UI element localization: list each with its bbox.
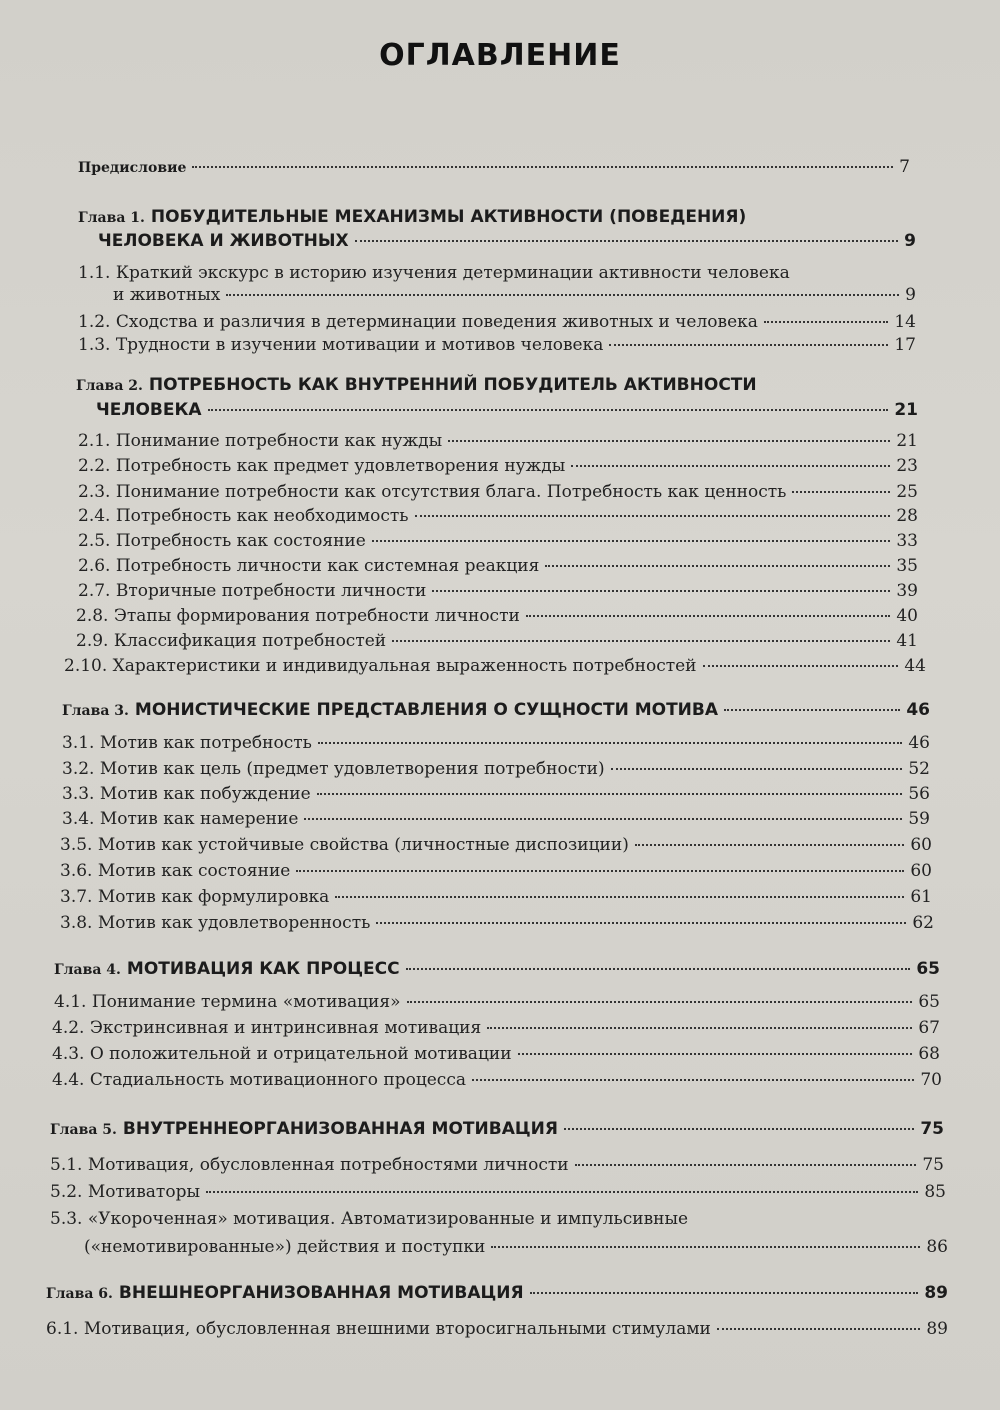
dot-leader — [448, 440, 890, 442]
entry-text: 3.1. Мотив как потребность — [62, 733, 312, 753]
dot-leader — [392, 640, 890, 642]
dot-leader — [717, 1328, 920, 1330]
section-1-1-line1: 1.1. Краткий экскурс в историю изучения детерминации активности человека — [78, 263, 790, 283]
section-5-3-line2 — [84, 1236, 948, 1258]
entry-text: 3.6. Мотив как состояние — [60, 861, 291, 881]
page-number: 40 — [896, 606, 918, 626]
dot-leader — [611, 768, 903, 770]
page-number: 75 — [920, 1119, 944, 1139]
section-3-5 — [60, 834, 932, 856]
chapter-title-part2: ЧЕЛОВЕКА — [96, 400, 202, 420]
page-number: 68 — [918, 1044, 940, 1064]
entry-text: 3.8. Мотив как удовлетворенность — [60, 913, 371, 933]
page-number: 52 — [908, 759, 930, 779]
dot-leader — [792, 491, 890, 493]
page-number: 7 — [899, 157, 910, 177]
entry-text: 3.2. Мотив как цель (предмет удовлетворения потребности) — [62, 759, 605, 779]
page-number: 65 — [916, 959, 940, 979]
dot-leader — [355, 240, 899, 242]
dot-leader — [491, 1246, 920, 1248]
dot-leader — [526, 615, 891, 617]
chapter-label: Глава 5. — [50, 1122, 117, 1138]
page-number: 35 — [896, 556, 918, 576]
entry-text: 6.1. Мотивация, обусловленная внешними второсигнальными стимулами — [46, 1319, 711, 1339]
section-3-8 — [60, 912, 934, 934]
section-3-7 — [60, 886, 932, 908]
dot-leader — [635, 844, 905, 846]
entry-text: 4.1. Понимание термина «мотивация» — [54, 992, 401, 1012]
entry-text: 2.1. Понимание потребности как нужды — [78, 431, 443, 451]
dot-leader — [703, 665, 899, 667]
section-5-2 — [50, 1181, 946, 1203]
entry-text: 2.3. Понимание потребности как отсутствия блага. Потребность как ценность — [78, 482, 787, 502]
dot-leader — [530, 1292, 919, 1294]
chapter-2-heading-line1 — [76, 374, 757, 397]
page-number: 17 — [894, 335, 916, 355]
entry-text: и животных — [113, 285, 221, 305]
entry-text: 5.1. Мотивация, обусловленная потребностями личности — [50, 1155, 569, 1175]
chapter-title — [46, 1282, 524, 1305]
entry-text: 3.3. Мотив как побуждение — [62, 784, 311, 804]
page-number: 75 — [922, 1155, 944, 1175]
section-2-8 — [76, 605, 918, 627]
page-number: 46 — [908, 733, 930, 753]
dot-leader — [415, 515, 891, 517]
entry-text: 1.2. Сходства и различия в детерминации поведения животных и человека — [78, 312, 758, 332]
chapter-title — [54, 958, 400, 981]
section-2-9 — [76, 630, 918, 652]
dot-leader — [192, 166, 893, 168]
section-3-6 — [60, 860, 932, 882]
chapter-3-heading — [62, 699, 930, 722]
page-number: 28 — [896, 506, 918, 526]
page-number: 62 — [912, 913, 934, 933]
chapter-label: Глава 2. — [76, 378, 143, 394]
page-title: ОГЛАВЛЕНИЕ — [379, 38, 621, 73]
section-2-4 — [78, 505, 918, 527]
dot-leader — [764, 321, 888, 323]
entry-text: 5.2. Мотиваторы — [50, 1182, 200, 1202]
page-number: 65 — [918, 992, 940, 1012]
dot-leader — [376, 922, 906, 924]
section-2-3 — [78, 481, 918, 503]
dot-leader — [206, 1191, 918, 1193]
dot-leader — [208, 409, 889, 411]
section-3-1 — [62, 732, 930, 754]
chapter-title-text: ВНУТРЕННЕОРГАНИЗОВАННАЯ МОТИВАЦИЯ — [122, 1119, 558, 1139]
entry-text: 1.3. Трудности в изучении мотивации и мотивов человека — [78, 335, 604, 355]
section-1-3 — [78, 334, 916, 356]
dot-leader — [518, 1053, 913, 1055]
section-3-4 — [62, 808, 930, 830]
page-number: 23 — [896, 456, 918, 476]
page-number: 67 — [918, 1018, 940, 1038]
chapter-6-heading — [46, 1282, 948, 1305]
page-number: 44 — [904, 656, 926, 676]
dot-leader — [335, 896, 904, 898]
page-number: 25 — [896, 482, 918, 502]
chapter-1-heading-line1 — [78, 206, 746, 229]
chapter-label: Глава 3. — [62, 703, 129, 719]
entry-text: 4.4. Стадиальность мотивационного процесса — [52, 1070, 466, 1090]
dot-leader — [318, 742, 902, 744]
chapter-title-text: МОТИВАЦИЯ КАК ПРОЦЕСС — [126, 959, 400, 979]
dot-leader — [372, 540, 891, 542]
dot-leader — [575, 1164, 917, 1166]
chapter-title-text: ВНЕШНЕОРГАНИЗОВАННАЯ МОТИВАЦИЯ — [118, 1283, 524, 1303]
page-number: 21 — [894, 400, 918, 420]
page-number: 46 — [906, 700, 930, 720]
section-2-10 — [64, 655, 926, 677]
page-number: 59 — [908, 809, 930, 829]
dot-leader — [407, 1001, 913, 1003]
section-5-3-line1: 5.3. «Укороченная» мотивация. Автоматизированные и импульсивные — [50, 1209, 689, 1229]
dot-leader — [406, 968, 911, 970]
entry-text: Предисловие — [78, 160, 187, 176]
entry-text: 2.7. Вторичные потребности личности — [78, 581, 427, 601]
page-number: 61 — [910, 887, 932, 907]
chapter-label: Глава 6. — [46, 1286, 113, 1302]
entry-text: 3.4. Мотив как намерение — [62, 809, 299, 829]
page-number: 70 — [920, 1070, 942, 1090]
section-4-4 — [52, 1069, 942, 1091]
section-1-1-line2 — [113, 284, 916, 306]
entry-text: 3.7. Мотив как формулировка — [60, 887, 330, 907]
page-number: 21 — [896, 431, 918, 451]
section-5-1 — [50, 1154, 944, 1176]
section-1-2 — [78, 311, 916, 333]
chapter-title-part1: ПОБУДИТЕЛЬНЫЕ МЕХАНИЗМЫ АКТИВНОСТИ (ПОВЕДЕНИЯ) — [150, 207, 747, 227]
dot-leader — [724, 709, 900, 711]
page-number: 39 — [896, 581, 918, 601]
dot-leader — [226, 294, 899, 296]
entry-text: 2.6. Потребность личности как системная реакция — [78, 556, 540, 576]
toc-entry-preface — [78, 156, 910, 179]
chapter-label: Глава 4. — [54, 962, 121, 978]
section-3-2 — [62, 758, 930, 780]
dot-leader — [609, 344, 888, 346]
page-number: 60 — [910, 861, 932, 881]
section-4-3 — [52, 1043, 940, 1065]
chapter-title — [62, 699, 718, 722]
page-number: 89 — [924, 1283, 948, 1303]
dot-leader — [304, 818, 902, 820]
entry-text: («немотивированные») действия и поступки — [84, 1237, 486, 1257]
dot-leader — [545, 565, 890, 567]
page-number: 60 — [910, 835, 932, 855]
chapter-title-text: МОНИСТИЧЕСКИЕ ПРЕДСТАВЛЕНИЯ О СУЩНОСТИ МОТИВА — [134, 700, 719, 720]
entry-text: 4.3. О положительной и отрицательной мотивации — [52, 1044, 512, 1064]
page-number: 33 — [896, 531, 918, 551]
section-2-6 — [78, 555, 918, 577]
entry-text: 2.9. Классификация потребностей — [76, 631, 387, 651]
page-number: 9 — [904, 231, 916, 251]
section-3-3 — [62, 783, 930, 805]
section-2-7 — [78, 580, 918, 602]
chapter-4-heading — [54, 958, 940, 981]
section-2-5 — [78, 530, 918, 552]
page-number: 14 — [894, 312, 916, 332]
entry-text: 3.5. Мотив как устойчивые свойства (личностные диспозиции) — [60, 835, 629, 855]
chapter-2-heading-line2 — [96, 399, 918, 421]
section-4-1 — [54, 991, 940, 1013]
chapter-label: Глава 1. — [78, 210, 145, 226]
entry-text: 2.10. Характеристики и индивидуальная выраженность потребностей — [64, 656, 697, 676]
page-number: 41 — [896, 631, 918, 651]
page-number: 89 — [926, 1319, 948, 1339]
dot-leader — [487, 1027, 912, 1029]
section-2-2 — [78, 455, 918, 477]
dot-leader — [472, 1079, 914, 1081]
page-number: 9 — [905, 285, 916, 305]
chapter-1-heading-line2 — [98, 230, 916, 252]
dot-leader — [296, 870, 904, 872]
dot-leader — [571, 465, 890, 467]
entry-text: 2.2. Потребность как предмет удовлетворения нужды — [78, 456, 566, 476]
entry-text: 4.2. Экстринсивная и интринсивная мотивация — [52, 1018, 482, 1038]
page-number: 86 — [926, 1237, 948, 1257]
chapter-title — [50, 1118, 558, 1141]
chapter-5-heading — [50, 1118, 944, 1141]
dot-leader — [432, 590, 890, 592]
section-6-1 — [46, 1318, 948, 1340]
section-4-2 — [52, 1017, 940, 1039]
page-number: 56 — [908, 784, 930, 804]
dot-leader — [317, 793, 903, 795]
entry-text: 2.8. Этапы формирования потребности личности — [76, 606, 520, 626]
chapter-title-part2: ЧЕЛОВЕКА И ЖИВОТНЫХ — [98, 231, 349, 251]
page-number: 85 — [924, 1182, 946, 1202]
dot-leader — [564, 1128, 914, 1130]
chapter-title-part1: ПОТРЕБНОСТЬ КАК ВНУТРЕННИЙ ПОБУДИТЕЛЬ АКТИВНОСТИ — [148, 375, 757, 395]
section-2-1 — [78, 430, 918, 452]
entry-text: 2.5. Потребность как состояние — [78, 531, 366, 551]
entry-text: 2.4. Потребность как необходимость — [78, 506, 409, 526]
